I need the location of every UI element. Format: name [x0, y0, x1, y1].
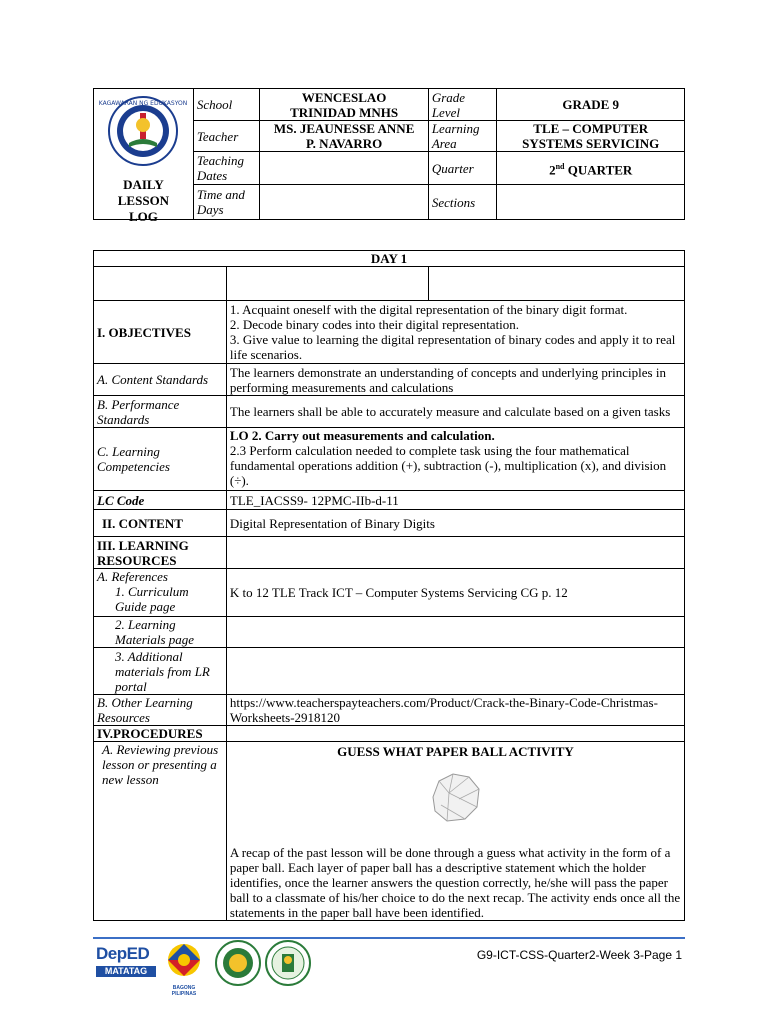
logo-cell: [94, 89, 194, 224]
quarter-label: Quarter: [428, 152, 497, 185]
footer-rule: [93, 937, 685, 939]
perf-std-label: B. Performance Standards: [94, 396, 227, 428]
page-title: DAILY LESSON LOG: [117, 177, 170, 224]
paper-ball-icon: [425, 769, 485, 825]
teacher-value: MS. JEAUNESSE ANNE P. NAVARRO: [260, 121, 428, 152]
bagong-pilipinas-text: BAGONG PILIPINAS: [171, 985, 197, 997]
quarter-value: 2nd QUARTER: [497, 152, 685, 185]
area-label: Learning Area: [428, 121, 497, 152]
lc-code-value: TLE_IACSS9- 12PMC-IIb-d-11: [226, 491, 684, 510]
reviewing-label: A. Reviewing previous lesson or presenting a new lesson: [94, 742, 227, 921]
school-value: WENCESLAO TRINIDAD MNHS: [260, 89, 428, 121]
content-std-label: A. Content Standards: [94, 364, 227, 396]
deped-matatag-logo: [96, 945, 156, 985]
activity-cell: [226, 742, 684, 921]
dates-label: Teaching Dates: [193, 152, 260, 185]
grade-label: Grade Level: [428, 89, 497, 121]
content-value: Digital Representation of Binary Digits: [226, 510, 684, 537]
objectives-list: 1. Acquaint oneself with the digital representation of the binary digit format. 2. Decode binary codes into their digital representation. 3. Give value to learning the digital representation of binary codes and apply it to real life scenarios.: [226, 301, 684, 364]
other-label: B. Other Learning Resources: [94, 695, 227, 726]
sections-value: [497, 185, 685, 220]
bagong-pilipinas-icon: [160, 940, 208, 980]
teacher-label: Teacher: [193, 121, 260, 152]
lc-code-label: LC Code: [94, 491, 227, 510]
procedures-label: IV.PROCEDURES: [94, 726, 227, 742]
svg-text:KAGAWARAN NG EDUKASYON: KAGAWARAN NG EDUKASYON: [98, 100, 188, 107]
additional-label: 3. Additional materials from LR portal: [94, 648, 227, 695]
competency-label: C. Learning Competencies: [94, 428, 227, 491]
activity-text: A recap of the past lesson will be done through a guess what activity in the form of a paper ball. Each layer of paper ball has a descriptive statement which the holder identifies, once the learner answers the question correctly, he/she will pass the paper ball to a classmate of his/her choice to do the next recap. The activity ends once all the statements in the paper ball have been identified.: [229, 845, 681, 920]
lm-label: 2. Learning Materials page: [94, 617, 227, 648]
bagong-pilipinas-logo: [160, 940, 208, 997]
time-value: [260, 185, 428, 220]
perf-std-value: The learners shall be able to accurately measure and calculate based on a given tasks: [226, 396, 684, 428]
content-label: II. CONTENT: [94, 510, 227, 537]
grade-value: GRADE 9: [497, 89, 685, 121]
other-link[interactable]: https://www.teacherspayteachers.com/Product/Crack-the-Binary-Code-Christmas-Worksheets-2918120: [226, 695, 684, 726]
time-label: Time and Days: [193, 185, 260, 220]
page-footer-label: G9-ICT-CSS-Quarter2-Week 3-Page 1: [476, 948, 682, 962]
school-seal-icon: [215, 940, 261, 986]
lesson-table: [93, 250, 685, 921]
matatag-logo-text: MATATAG: [96, 966, 156, 977]
school-label: School: [193, 89, 260, 121]
division-seal-icon: [265, 940, 311, 986]
header-table: [93, 88, 685, 224]
references-label: A. References 1. Curriculum Guide page: [94, 569, 227, 617]
sections-label: Sections: [428, 185, 497, 220]
deped-logo-text: DepED: [96, 944, 150, 963]
day-header: DAY 1: [94, 251, 685, 267]
cg-value: K to 12 TLE Track ICT – Computer Systems Servicing CG p. 12: [226, 569, 684, 617]
deped-seal-icon: [98, 95, 188, 167]
area-value: TLE – COMPUTER SYSTEMS SERVICING: [497, 121, 685, 152]
activity-title: GUESS WHAT PAPER BALL ACTIVITY: [337, 744, 574, 759]
competency-value: LO 2. Carry out measurements and calculation. 2.3 Perform calculation needed to complete task using the four mathematical fundamental operations addition (+), subtraction (-), multiplication (x), and division (÷).: [226, 428, 684, 491]
content-std-value: The learners demonstrate an understanding of concepts and underlying principles in performing measurements and calculations: [226, 364, 684, 396]
resources-label: III. LEARNING RESOURCES: [94, 537, 227, 569]
dates-value: [260, 152, 428, 185]
objectives-label: I. OBJECTIVES: [94, 301, 227, 364]
